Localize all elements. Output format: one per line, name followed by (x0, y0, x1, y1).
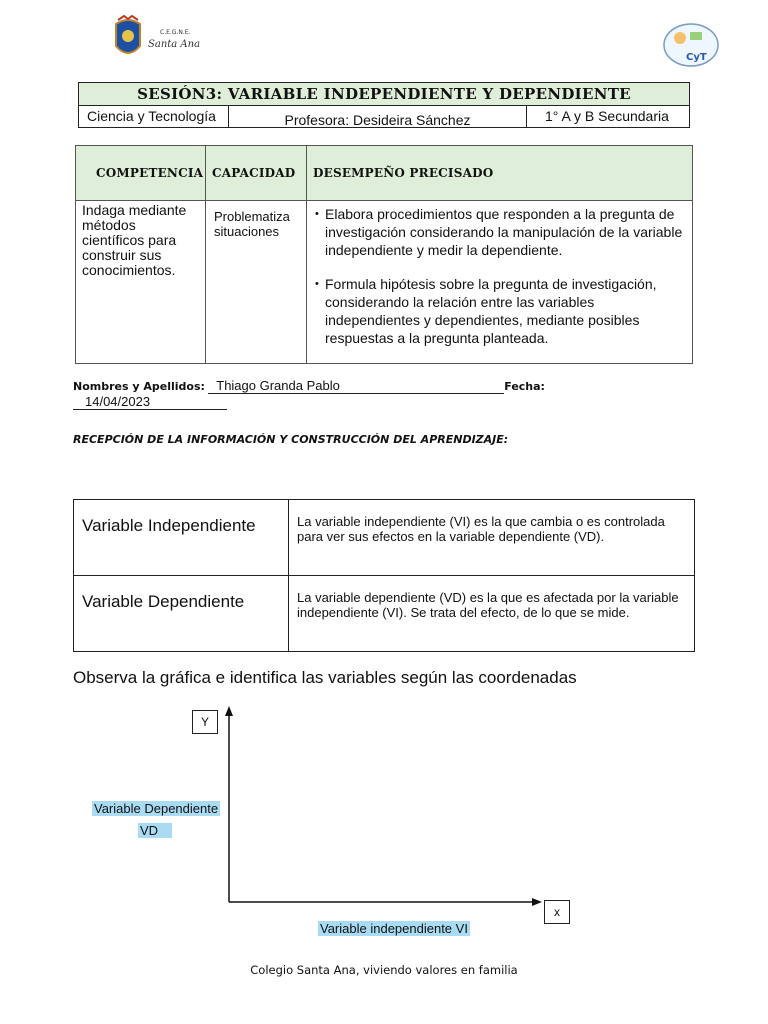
session-title-table (78, 82, 690, 128)
y-axis-label-abbr (138, 822, 172, 840)
teacher-cell: Profesora: Desideira Sánchez (229, 106, 527, 128)
variable-row (74, 576, 695, 652)
y-axis-label (92, 800, 220, 818)
section-heading: RECEPCIÓN DE LA INFORMACIÓN Y CONSTRUCCIÓN DEL APRENDIZAJE: (73, 433, 509, 446)
desempeno-item (315, 205, 684, 259)
instruction-text: Observa la gráfica e identifica las variables según las coordenadas (73, 668, 577, 687)
school-logo (110, 14, 210, 64)
course-logo (662, 22, 720, 68)
date-field[interactable]: 14/04/2023 (73, 394, 227, 410)
header-desempeno: DESEMPEÑO PRECISADO (307, 146, 693, 201)
coordinate-graph (80, 700, 600, 950)
y-axis-label-line2: VD (138, 823, 172, 838)
header-competencia: COMPETENCIA (76, 146, 206, 201)
date-label: Fecha: (504, 380, 545, 393)
bullet-icon: • (315, 278, 319, 290)
variable-name: Variable Dependiente (74, 576, 289, 652)
page-footer: Colegio Santa Ana, viviendo valores en familia (250, 963, 518, 977)
desempeno-item (315, 275, 684, 347)
variables-table (73, 499, 695, 652)
subject-cell: Ciencia y Tecnología (79, 106, 229, 128)
capacidad-cell: Problematiza situaciones (206, 201, 307, 364)
y-axis-arrow-icon (225, 706, 233, 716)
variable-description: La variable dependiente (VD) es la que es afectada por la variable independiente (VI). Se trata del efecto, de lo que se mide. (289, 576, 695, 652)
variable-description: La variable independiente (VI) es la que cambia o es controlada para ver sus efectos en la variable dependiente (VD). (289, 500, 695, 576)
y-axis-label-line1: Variable Dependiente (94, 801, 219, 816)
session-title: SESIÓN3: VARIABLE INDEPENDIENTE Y DEPENDIENTE (137, 85, 631, 103)
grade-cell: 1° A y B Secundaria (545, 108, 669, 124)
name-field[interactable]: Thiago Granda Pablo (208, 378, 504, 394)
x-axis-label-text: Variable independiente VI (320, 921, 468, 936)
competency-table (75, 145, 693, 364)
competencia-cell: Indaga mediante métodos científicos para construir sus conocimientos. (76, 201, 206, 364)
competency-body-row (76, 201, 693, 364)
competency-header-row (76, 146, 693, 201)
header-capacidad: CAPACIDAD (206, 146, 307, 201)
name-label: Nombres y Apellidos: (73, 380, 205, 393)
desempeno-cell (307, 201, 693, 364)
y-axis-box: Y (192, 710, 218, 734)
x-axis-arrow-icon (532, 898, 542, 906)
variable-name: Variable Independiente (74, 500, 289, 576)
variable-row (74, 500, 695, 576)
x-axis-box: x (544, 900, 570, 924)
student-info-line (73, 378, 693, 409)
bullet-icon: • (315, 208, 319, 220)
session-title-row (79, 83, 689, 106)
logo-text-bottom: Santa Ana (148, 39, 201, 50)
session-info-row (79, 106, 689, 128)
x-axis-label (318, 920, 470, 938)
desempeno-text: Formula hipótesis sobre la pregunta de investigación, considerando la relación entre las variables independientes y dependientes, mediante posibles respuestas a la pregunta planteada. (325, 276, 657, 346)
logo-text-top: C.E.G.N.E. (160, 29, 191, 36)
course-logo-text: CyT (686, 52, 707, 63)
desempeno-text: Elabora procedimientos que responden a la pregunta de investigación considerando la manipulación de la variable independiente y medir la dependiente. (325, 206, 683, 258)
